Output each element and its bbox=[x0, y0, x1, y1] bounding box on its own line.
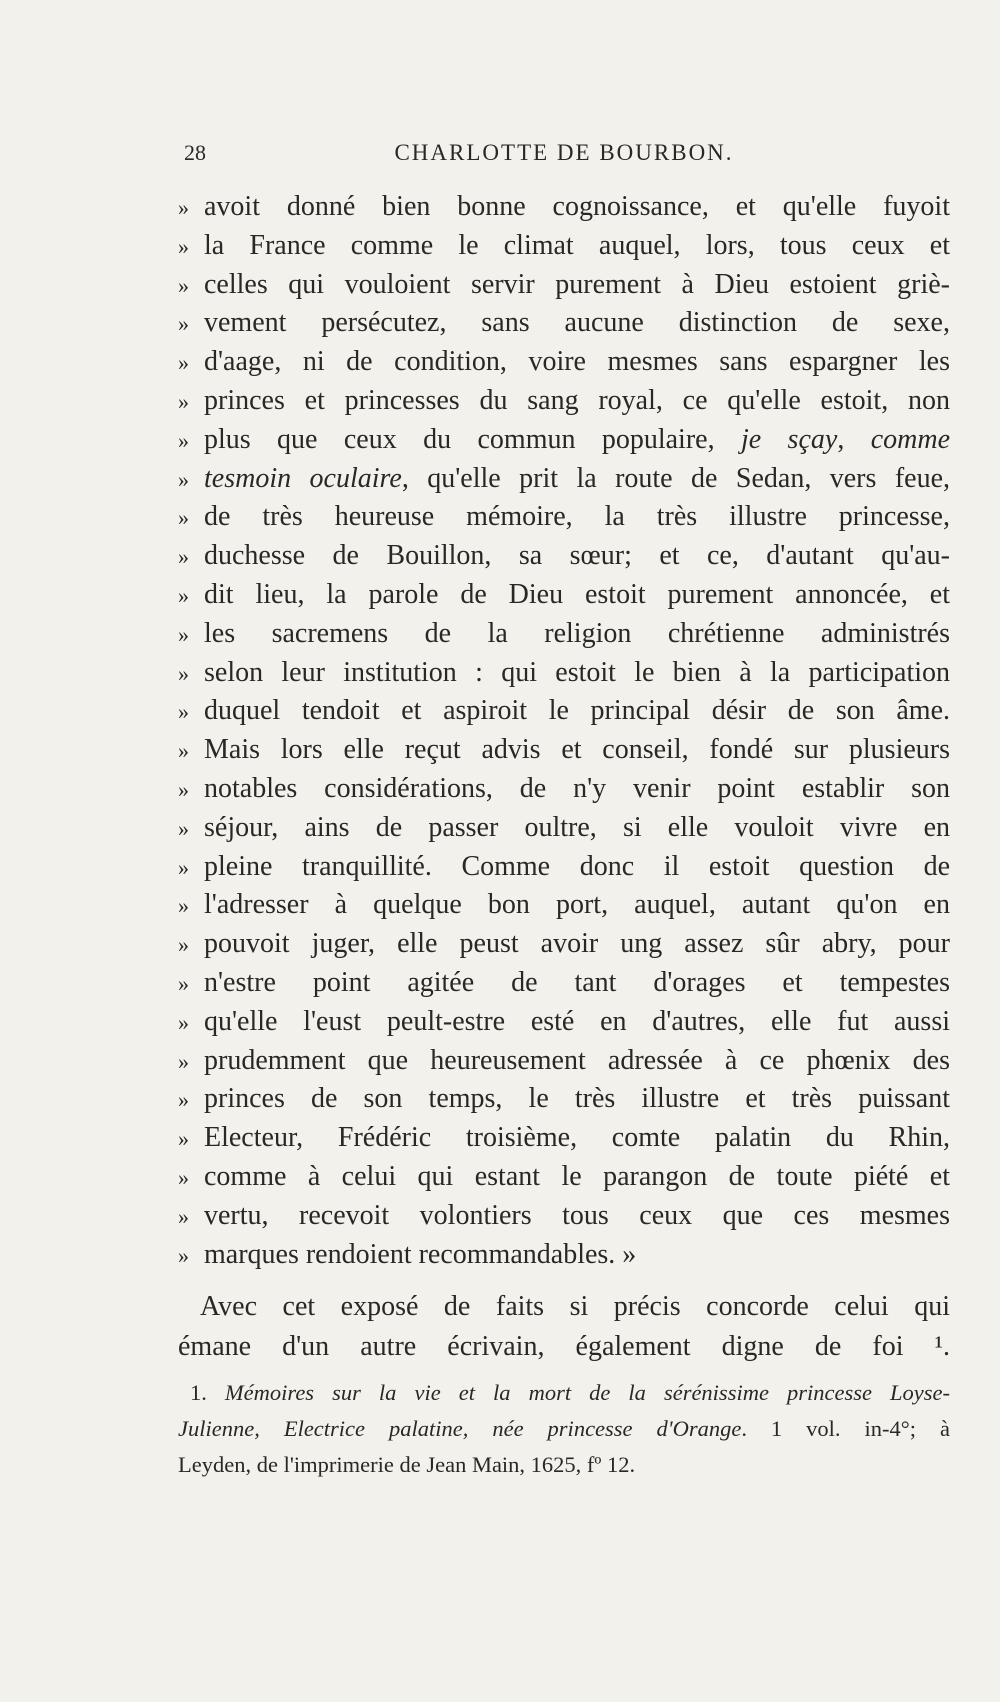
quote-line bbox=[178, 770, 950, 809]
quote-mark: » bbox=[178, 350, 189, 376]
page-header bbox=[184, 140, 944, 176]
quote-line bbox=[178, 1080, 950, 1119]
quote-line bbox=[178, 964, 950, 1003]
quote-mark: » bbox=[178, 660, 189, 686]
quote-line bbox=[178, 304, 950, 343]
quote-line-text: l'adresser à quelque bon port, auquel, autant qu'on en bbox=[204, 889, 950, 921]
quote-line-text: duquel tendoit et aspiroit le principal désir de son âme. bbox=[204, 695, 950, 727]
quote-line bbox=[178, 421, 950, 460]
quote-mark: » bbox=[178, 195, 189, 220]
quote-mark: » bbox=[178, 1048, 189, 1074]
quote-mark: » bbox=[178, 1164, 189, 1190]
quote-line bbox=[178, 343, 950, 382]
quoted-passage bbox=[178, 188, 950, 1274]
quote-line-text: Mais lors elle reçut advis et conseil, fondé sur plusieurs bbox=[204, 734, 950, 766]
quote-line bbox=[178, 731, 950, 770]
quote-line bbox=[178, 227, 950, 266]
quote-line-text: marques rendoient recommandables. » bbox=[204, 1238, 637, 1270]
quote-line-text: comme à celui qui estant le parangon de toute piété et bbox=[204, 1160, 950, 1192]
quote-mark: » bbox=[178, 466, 189, 492]
running-title: CHARLOTTE DE BOURBON. bbox=[394, 140, 734, 165]
quote-line-text: pleine tranquillité. Comme donc il estoit question de bbox=[204, 850, 950, 882]
quote-line bbox=[178, 266, 950, 305]
quote-mark: » bbox=[178, 815, 189, 841]
quote-line-text: avoit donné bien bonne cognoissance, et qu'elle fuyoit bbox=[204, 191, 950, 222]
quote-line-text: tesmoin oculaire, qu'elle prit la route de Sedan, vers feue, bbox=[204, 462, 950, 494]
quote-mark: » bbox=[178, 893, 189, 919]
quote-line-text: vertu, recevoit volontiers tous ceux que ces mesmes bbox=[204, 1199, 950, 1231]
quote-mark: » bbox=[178, 1126, 189, 1152]
quote-mark: » bbox=[178, 505, 189, 531]
quote-line bbox=[178, 1197, 950, 1236]
footnote-line: 1. Mémoires sur la vie et la mort de la sérénissime princesse Loyse- bbox=[190, 1380, 950, 1405]
quote-line-text: selon leur institution : qui estoit le bien à la participation bbox=[204, 656, 950, 688]
quote-line-text: pouvoit juger, elle peust avoir ung assez sûr abry, pour bbox=[204, 928, 950, 960]
quote-line bbox=[178, 1158, 950, 1197]
footnote-line: Julienne, Electrice palatine, née princesse d'Orange. 1 vol. in-4°; à bbox=[178, 1416, 950, 1441]
quote-line bbox=[178, 1042, 950, 1081]
quote-line-text: séjour, ains de passer oultre, si elle vouloit vivre en bbox=[204, 811, 950, 843]
quote-line bbox=[178, 1003, 950, 1042]
quote-line bbox=[178, 848, 950, 887]
quote-line-text: d'aage, ni de condition, voire mesmes sans espargner les bbox=[204, 346, 950, 378]
quote-line-text: de très heureuse mémoire, la très illustre princesse, bbox=[204, 501, 950, 533]
quote-mark: » bbox=[178, 272, 189, 298]
paragraph-line: Avec cet exposé de faits si précis concorde celui qui bbox=[200, 1291, 950, 1322]
quote-mark: » bbox=[178, 544, 189, 570]
quote-mark: » bbox=[178, 738, 189, 764]
quote-mark: » bbox=[178, 311, 189, 337]
quote-mark: » bbox=[178, 932, 189, 958]
quote-line-text: n'estre point agitée de tant d'orages et tempestes bbox=[204, 966, 950, 998]
paragraph-line: émane d'un autre écrivain, également digne de foi ¹. bbox=[178, 1331, 950, 1362]
quote-line bbox=[178, 809, 950, 848]
quote-line-text: princes et princesses du sang royal, ce qu'elle estoit, non bbox=[204, 384, 950, 416]
footnote-line: Leyden, de l'imprimerie de Jean Main, 1625, fº 12. bbox=[178, 1452, 636, 1477]
quote-mark: » bbox=[178, 699, 189, 725]
quote-line-text: plus que ceux du commun populaire, je sçay, comme bbox=[204, 423, 950, 455]
quote-mark: » bbox=[178, 854, 189, 880]
quote-line bbox=[178, 498, 950, 537]
quote-line-text: prudemment que heureusement adressée à ce phœnix des bbox=[204, 1044, 950, 1076]
quote-line-text: vement persécutez, sans aucune distinction de sexe, bbox=[204, 307, 950, 339]
quote-line-text: la France comme le climat auquel, lors, tous ceux et bbox=[204, 229, 950, 261]
quote-line bbox=[178, 460, 950, 499]
quote-mark: » bbox=[178, 427, 189, 453]
quote-line bbox=[178, 925, 950, 964]
quote-mark: » bbox=[178, 1009, 189, 1035]
quote-line bbox=[178, 615, 950, 654]
quote-mark: » bbox=[178, 970, 189, 996]
quote-line bbox=[178, 576, 950, 615]
quote-line bbox=[178, 537, 950, 576]
quote-line-text: celles qui vouloient servir purement à Dieu estoient griè- bbox=[204, 268, 950, 300]
quote-line-text: qu'elle l'eust peult-estre esté en d'autres, elle fut aussi bbox=[204, 1005, 950, 1037]
quote-mark: » bbox=[178, 388, 189, 414]
quote-mark: » bbox=[178, 776, 189, 802]
quote-mark: » bbox=[178, 233, 189, 259]
footnote bbox=[178, 1375, 950, 1483]
quote-mark: » bbox=[178, 1242, 189, 1268]
quote-line bbox=[178, 188, 950, 227]
quote-line bbox=[178, 382, 950, 421]
quote-line-text: duchesse de Bouillon, sa sœur; et ce, d'autant qu'au- bbox=[204, 540, 950, 572]
quote-line-text: Electeur, Frédéric troisième, comte palatin du Rhin, bbox=[204, 1122, 950, 1154]
quote-line bbox=[178, 1236, 950, 1275]
quote-line-text: notables considérations, de n'y venir point establir son bbox=[204, 772, 950, 804]
quote-line-text: les sacremens de la religion chrétienne administrés bbox=[204, 617, 950, 649]
quote-mark: » bbox=[178, 1203, 189, 1229]
quote-line-text: dit lieu, la parole de Dieu estoit purement annoncée, et bbox=[204, 578, 950, 610]
page-number: 28 bbox=[184, 140, 206, 165]
body-paragraph bbox=[178, 1287, 950, 1367]
quote-mark: » bbox=[178, 582, 189, 608]
quote-line bbox=[178, 1119, 950, 1158]
quote-mark: » bbox=[178, 621, 189, 647]
quote-line bbox=[178, 654, 950, 693]
quote-line bbox=[178, 692, 950, 731]
quote-mark: » bbox=[178, 1087, 189, 1113]
quote-line bbox=[178, 886, 950, 925]
quote-line-text: princes de son temps, le très illustre et très puissant bbox=[204, 1083, 950, 1115]
